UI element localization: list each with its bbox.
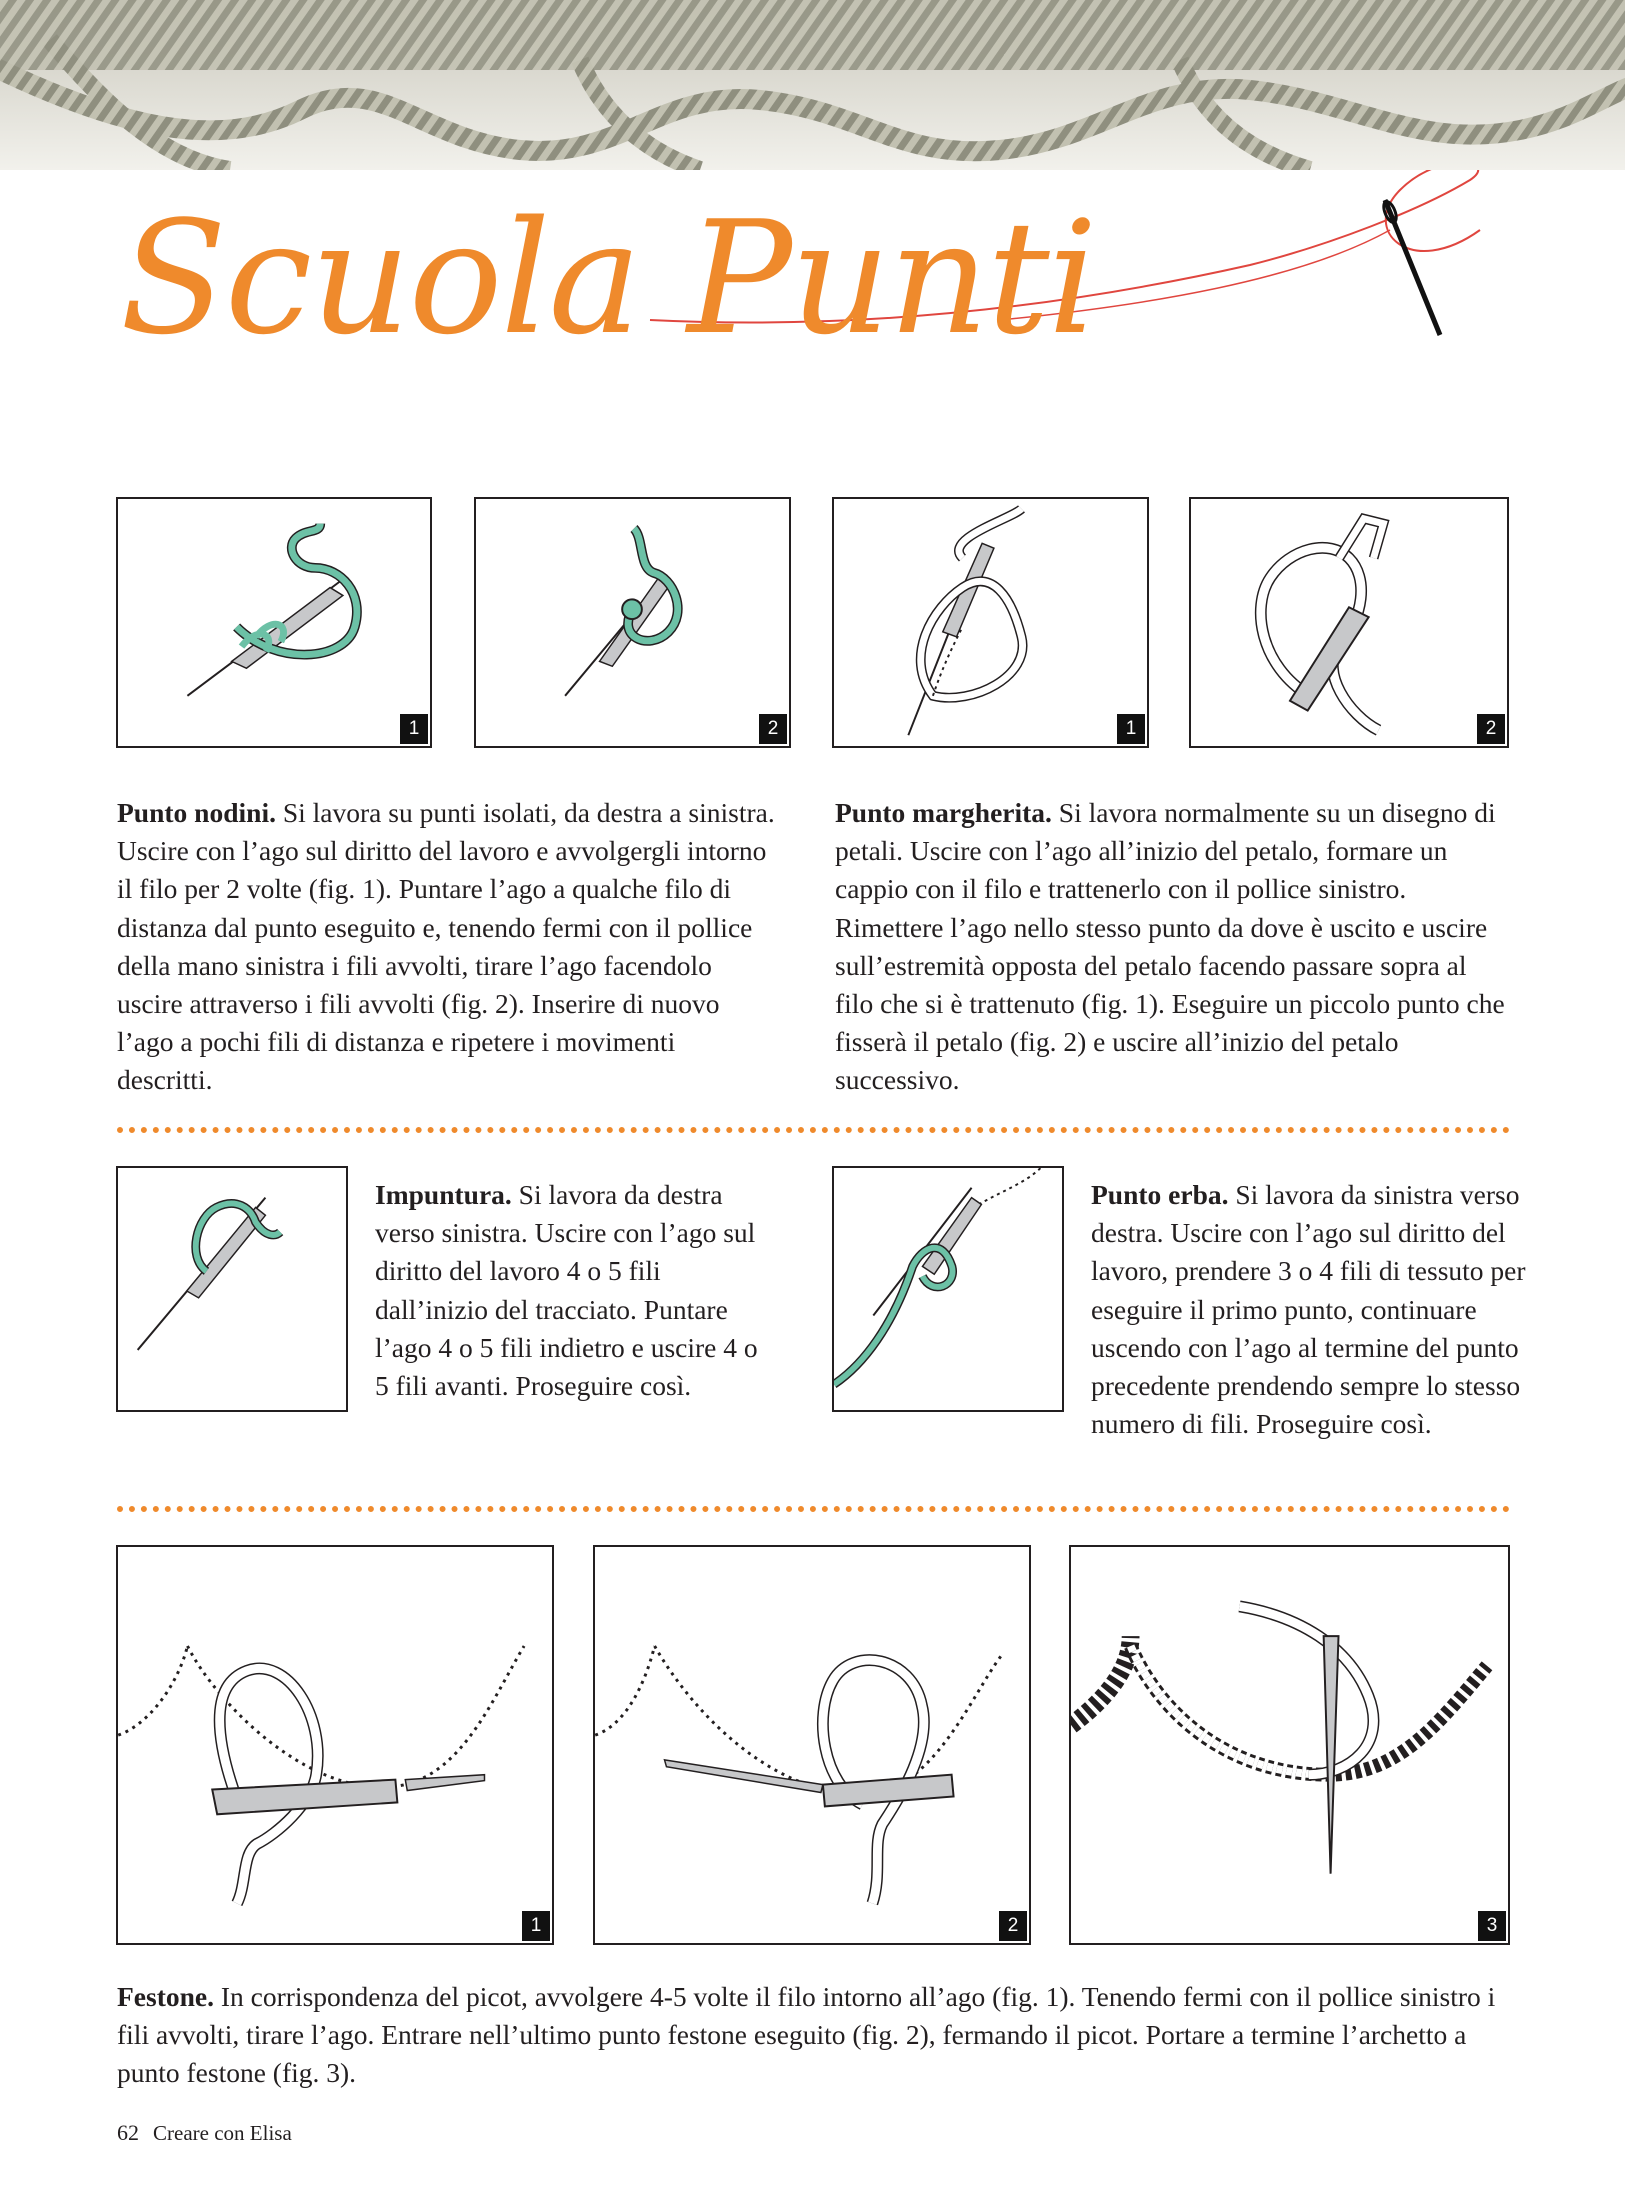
text-punto-nodini [117, 794, 777, 1100]
figure-number: 2 [1477, 714, 1505, 744]
body-festone: In corrispondenza del picot, avvolgere 4-5 volte il filo intorno all’ago (fig. 1). Tenendo fermi con il pollice sinistro i fili avvolti, tirare l’ago. Entrare nell’ultimo punto festone eseguito (fig. 2), fermando il picot. Portare a termine l’archetto a punto festone (fig. 3). [117, 1981, 1496, 2089]
page-number: 62 [117, 2120, 139, 2145]
figure-margherita-1 [832, 497, 1149, 748]
text-punto-erba [1091, 1176, 1536, 1443]
page-footer [117, 2120, 292, 2146]
page-title: Scuola Punti [120, 187, 1096, 369]
figure-festone-2 [593, 1545, 1031, 1945]
heading-punto-erba: Punto erba. [1091, 1179, 1229, 1210]
figure-impuntura [116, 1166, 348, 1412]
figure-number: 1 [400, 714, 428, 744]
body-impuntura: Si lavora da destra verso sinistra. Uscire con l’ago sul diritto del lavoro 4 o 5 fili dall’inizio del tracciato. Puntare l’ago 4 o 5 fili indietro e uscire 4 o 5 fili avanti. Proseguire così. [375, 1179, 758, 1402]
figure-number: 1 [522, 1911, 550, 1941]
figure-nodini-1 [116, 497, 432, 748]
figure-festone-3 [1069, 1545, 1510, 1945]
figure-number: 3 [1478, 1911, 1506, 1941]
magazine-name: Creare con Elisa [153, 2121, 292, 2145]
figure-number: 2 [759, 714, 787, 744]
title-area [0, 170, 1625, 470]
text-punto-margherita [835, 794, 1510, 1100]
body-punto-nodini: Si lavora su punti isolati, da destra a sinistra. Uscire con l’ago sul diritto del lavoro e avvolgergli intorno il filo per 2 volte (fig. 1). Puntare l’ago a qualche filo di distanza dal punto eseguito e, tenendo fermi con il pollice della mano sinistra i fili avvolti, tirare l’ago facendolo uscire attraverso i fili avvolti (fig. 2). Inserire di nuovo l’ago a pochi fili di distanza e ripetere i movimenti descritti. [117, 797, 775, 1096]
figure-punto-erba [832, 1166, 1064, 1412]
figure-margherita-2 [1189, 497, 1509, 748]
heading-impuntura: Impuntura. [375, 1179, 512, 1210]
heading-festone: Festone. [117, 1981, 214, 2012]
heading-punto-nodini: Punto nodini. [117, 797, 276, 828]
dotted-separator [117, 1506, 1510, 1512]
dotted-separator [117, 1127, 1510, 1133]
figure-number: 2 [999, 1911, 1027, 1941]
body-punto-margherita: Si lavora normalmente su un disegno di petali. Uscire con l’ago all’inizio del petalo, formare un cappio con il filo e trattenerlo con il pollice sinistro. Rimettere l’ago nello stesso punto da dove è uscito e uscire sull’estremità opposta del petalo facendo passare sopra al filo che si è trattenuto (fig. 1). Eseguire un piccolo punto che fisserà il petalo (fig. 2) e uscire all’inizio del petalo successivo. [835, 797, 1505, 1096]
figure-nodini-2 [474, 497, 791, 748]
heading-punto-margherita: Punto margherita. [835, 797, 1052, 828]
header-cord-photo [0, 0, 1625, 170]
text-impuntura [375, 1176, 775, 1405]
text-festone [117, 1978, 1517, 2093]
body-punto-erba: Si lavora da sinistra verso destra. Uscire con l’ago sul diritto del lavoro, prendere 3 o 4 fili di tessuto per eseguire il primo punto, continuare uscendo con l’ago al termine del punto precedente prendendo sempre lo stesso numero di fili. Proseguire così. [1091, 1179, 1526, 1440]
figure-festone-1 [116, 1545, 554, 1945]
figure-number: 1 [1117, 714, 1145, 744]
